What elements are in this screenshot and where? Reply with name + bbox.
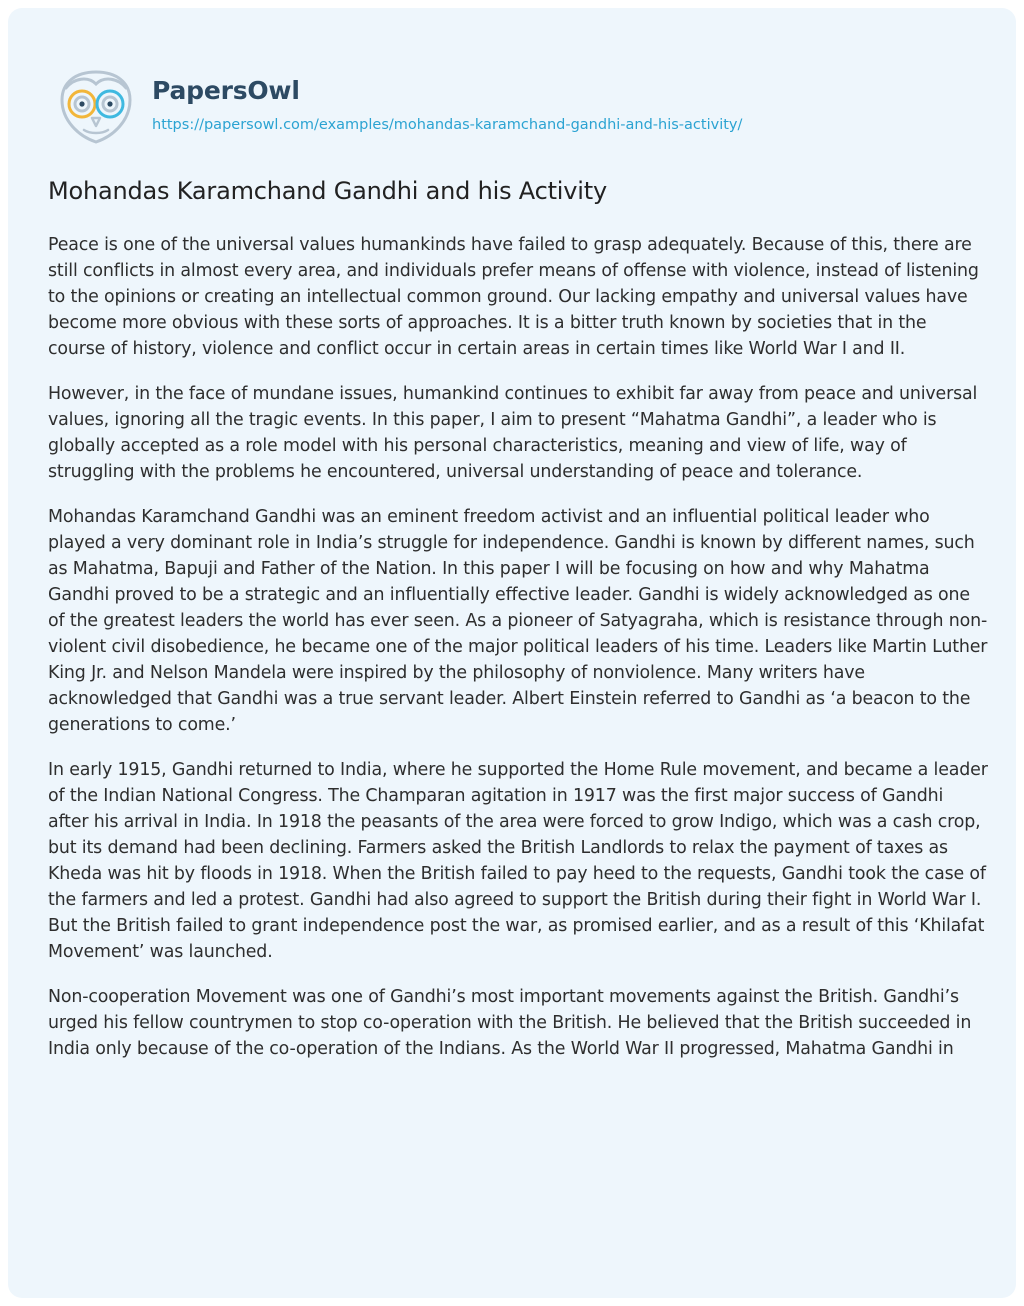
paragraph-1: Peace is one of the universal values humankinds have failed to grasp adequately. Because of this, there are still conflicts in almost every area, and individuals prefer means of offense with violence, instead of listening to the opinions or creating an intellectual common ground. Our lacking empathy and universal values have become more obvious with these sorts of approaches. It is a bitter truth known by societies that in the course of history, violence and conflict occur in certain areas in certain times like World War I and II. bbox=[48, 235, 979, 359]
document-card bbox=[8, 8, 1016, 1298]
article-title: Mohandas Karamchand Gandhi and his Activity bbox=[48, 177, 607, 205]
owl-logo-icon bbox=[58, 66, 134, 146]
article-body bbox=[48, 232, 988, 1081]
brand-header bbox=[58, 66, 742, 146]
source-url-link[interactable]: https://papersowl.com/examples/mohandas-karamchand-gandhi-and-his-activity/ bbox=[152, 117, 743, 133]
paragraph-4: In early 1915, Gandhi returned to India, where he supported the Home Rule movement, and became a leader of the Indian National Congress. The Champaran agitation in 1917 was the first major success of Gandhi after his arrival in India. In 1918 the peasants of the area were forced to grow Indigo, which was a cash crop, but its demand had been declining. Farmers asked the British Landlords to relax the payment of taxes as Kheda was hit by floods in 1918. When the British failed to pay heed to the requests, Gandhi took the case of the farmers and led a protest. Gandhi had also agreed to support the British during their fight in World War I. But the British failed to grant independence post the war, as promised earlier, and as a result of this ‘Khilafat Movement’ was launched. bbox=[48, 760, 988, 962]
paragraph-2: However, in the face of mundane issues, humankind continues to exhibit far away from peace and universal values, ignoring all the tragic events. In this paper, I aim to present “Mahatma Gandhi”, a leader who is globally accepted as a role model with his personal characteristics, meaning and view of life, way of struggling with the problems he encountered, universal understanding of peace and tolerance. bbox=[48, 384, 978, 482]
brand-name: PapersOwl bbox=[152, 76, 300, 105]
paragraph-3: Mohandas Karamchand Gandhi was an eminent freedom activist and an influential political leader who played a very dominant role in India’s struggle for independence. Gandhi is known by different names, such as Mahatma, Bapuji and Father of the Nation. In this paper I will be focusing on how and why Mahatma Gandhi proved to be a strategic and an influentially effective leader. Gandhi is widely acknowledged as one of the greatest leaders the world has ever seen. As a pioneer of Satyagraha, which is resistance through non-violent civil disobedience, he became one of the major political leaders of his time. Leaders like Martin Luther King Jr. and Nelson Mandela were inspired by the philosophy of nonviolence. Many writers have acknowledged that Gandhi was a true servant leader. Albert Einstein referred to Gandhi as ‘a beacon to the generations to come.’ bbox=[48, 507, 988, 735]
paragraph-5: Non-cooperation Movement was one of Gandhi’s most important movements against the British. Gandhi’s urged his fellow countrymen to stop co-operation with the British. He believed that the British succeeded in India only because of the co-operation of the Indians. As the World War II progressed, Mahatma Gandhi in bbox=[48, 987, 972, 1059]
